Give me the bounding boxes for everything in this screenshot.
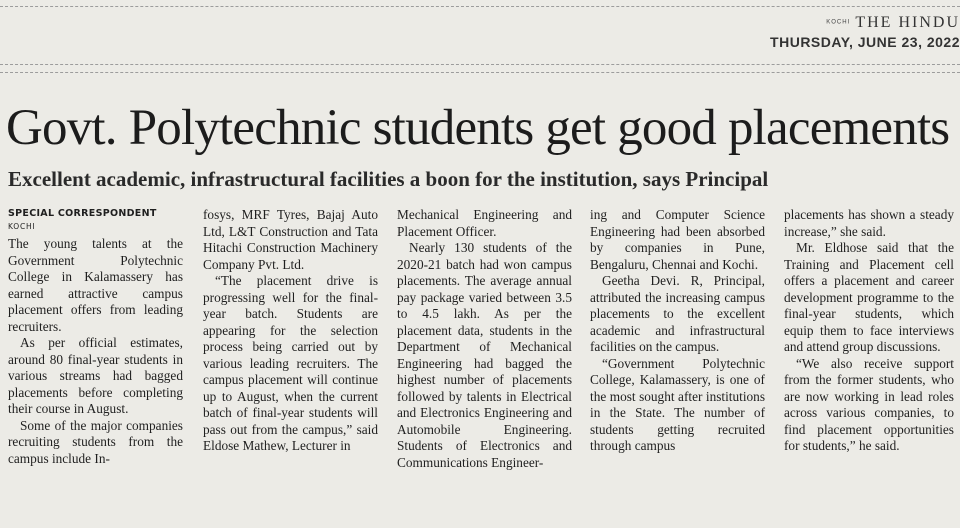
issue-date: THURSDAY, JUNE 23, 2022 — [770, 34, 960, 50]
article-subheadline: Excellent academic, infrastructural facilities a boon for the institution, says Principal — [8, 167, 769, 191]
paragraph: fosys, MRF Tyres, Bajaj Auto Ltd, L&T Construction and Tata Hitachi Construction Machinery Company Pvt. Ltd. — [203, 207, 378, 272]
paragraph: Some of the major companies recruiting students from the campus include In- — [8, 417, 183, 466]
edition-label: KOCHI — [826, 19, 851, 26]
paragraph: Nearly 130 students of the 2020-21 batch had won campus placements. The average annual pay package varied between 3.5 to 4.5 lakh. As per the placement data, students in the Department of Mechanical Engineering had bagged the highest number of placements followed by talents in Electrical and Electronics Engineering and Automobile Engineering. Students of Electronics and Communications Engineer- — [397, 240, 572, 470]
paragraph: “The placement drive is progressing well for the final-year batch. Students are appearing for the selection process being carried out by various leading recruiters. The campus placement will continue up to August, when the current batch of final-year students will pass out from the campus,” said Eldose Mathew, Lecturer in — [203, 273, 378, 453]
paragraph: ing and Computer Science Engineering had been absorbed by companies in Pune, Bengaluru, Chennai and Kochi. — [590, 207, 765, 272]
article-headline: Govt. Polytechnic students get good placements — [6, 100, 950, 156]
dateline: KOCHI — [8, 222, 36, 231]
masthead-dotted-rule-2 — [0, 72, 960, 73]
article-column-4 — [590, 207, 765, 455]
article-column-1 — [8, 207, 183, 467]
masthead-dotted-rule — [0, 64, 960, 65]
paragraph: placements has shown a steady increase,” she said. — [784, 207, 954, 239]
paragraph: The young talents at the Government Polytechnic College in Kalamassery has earned attractive campus placement offers from leading recruiters. — [8, 236, 183, 334]
byline: SPECIAL CORRESPONDENT — [8, 208, 157, 219]
paragraph: “Government Polytechnic College, Kalamassery, is one of the most sought after institutions in the State. The number of students getting recruited through campus — [590, 355, 765, 453]
paragraph: Mechanical Engineering and Placement Officer. — [397, 207, 572, 239]
paragraph: Geetha Devi. R, Principal, attributed the increasing campus placements to the excellent academic and infrastructural facilities on the campus. — [590, 273, 765, 354]
article-column-5 — [784, 207, 954, 455]
masthead — [770, 12, 960, 50]
paragraph: Mr. Eldhose said that the Training and Placement cell offers a placement and career development programme to the final-year students, which equip them to face interviews and attend group discussions. — [784, 240, 954, 354]
article-column-2 — [203, 207, 378, 455]
top-dotted-rule — [0, 6, 960, 7]
paragraph: “We also receive support from the former students, who are now working in lead roles across various companies, to find placement opportunities for students,” he said. — [784, 355, 954, 453]
article-column-3 — [397, 207, 572, 471]
paragraph: As per official estimates, around 80 final-year students in various streams had bagged placements before completing their course in August. — [8, 335, 183, 416]
newspaper-name: THE HINDU — [855, 14, 960, 31]
masthead-title-line — [770, 12, 960, 32]
